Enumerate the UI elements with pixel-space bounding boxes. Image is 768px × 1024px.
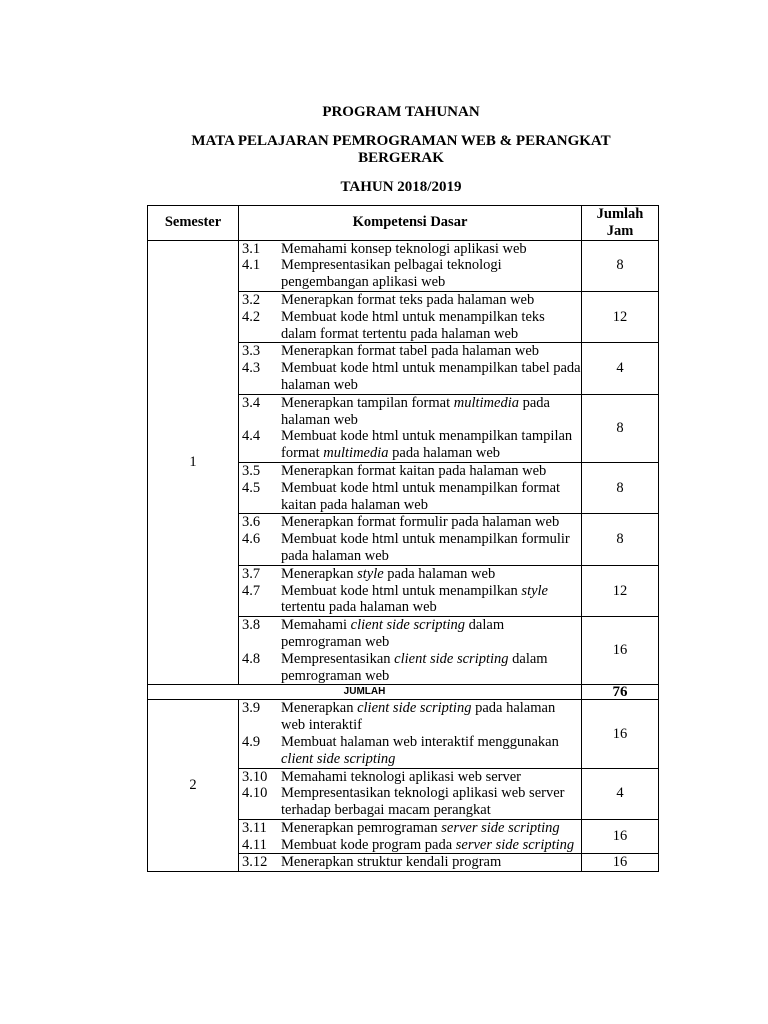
kd-item xyxy=(239,257,581,291)
kd-number: 3.6 xyxy=(242,514,261,531)
kd-cell xyxy=(239,514,582,565)
kd-text: Menerapkan pemrograman server side scripting xyxy=(281,819,560,836)
kd-cell xyxy=(239,394,582,462)
jam-cell: 4 xyxy=(582,768,659,819)
kd-item xyxy=(239,395,581,429)
kd-number: 4.10 xyxy=(242,785,268,802)
table-header-row xyxy=(148,206,659,241)
kd-item xyxy=(239,514,581,531)
kd-item xyxy=(239,617,581,651)
kd-number: 3.1 xyxy=(242,240,261,257)
table-row xyxy=(148,700,659,768)
kd-number: 4.5 xyxy=(242,479,261,496)
kd-item xyxy=(239,531,581,565)
header-kompetensi-dasar: Kompetensi Dasar xyxy=(239,206,582,241)
kd-cell xyxy=(239,768,582,819)
kd-item xyxy=(239,241,581,258)
kd-cell xyxy=(239,291,582,342)
kd-item xyxy=(239,428,581,462)
kd-text: Menerapkan format tabel pada halaman web xyxy=(281,343,540,360)
kd-item xyxy=(239,651,581,685)
jam-cell: 12 xyxy=(582,565,659,616)
subtitle-line-1: MATA PELAJARAN PEMROGRAMAN WEB & PERANGKAT xyxy=(191,133,611,149)
program-table xyxy=(147,205,659,872)
kd-item xyxy=(239,785,581,819)
kd-text: Membuat kode html untuk menampilkan teks dalam format tertentu pada halaman web xyxy=(281,308,545,342)
jam-cell: 16 xyxy=(582,819,659,854)
kd-item xyxy=(239,820,581,837)
total-value: 76 xyxy=(582,685,659,700)
kd-item xyxy=(239,837,581,854)
jam-cell: 12 xyxy=(582,291,659,342)
kd-text: Mempresentasikan teknologi aplikasi web server terhadap berbagai macam perangkat xyxy=(281,785,565,819)
kd-number: 3.3 xyxy=(242,343,261,360)
kd-text: Menerapkan tampilan format multimedia pada halaman web xyxy=(281,394,550,428)
kd-number: 3.11 xyxy=(242,819,267,836)
kd-number: 3.12 xyxy=(242,854,268,871)
kd-cell xyxy=(239,565,582,616)
kd-text: Menerapkan format teks pada halaman web xyxy=(281,291,535,308)
jam-cell: 8 xyxy=(582,394,659,462)
kd-text: Membuat kode html untuk menampilkan format kaitan pada halaman web xyxy=(281,479,561,513)
kd-number: 4.7 xyxy=(242,582,261,599)
kd-number: 4.4 xyxy=(242,428,261,445)
kd-number: 4.9 xyxy=(242,733,261,750)
kd-item xyxy=(239,463,581,480)
kd-number: 3.9 xyxy=(242,700,261,717)
jam-cell: 8 xyxy=(582,514,659,565)
kd-cell xyxy=(239,854,582,872)
kd-text: Memahami teknologi aplikasi web server xyxy=(281,768,521,785)
kd-item xyxy=(239,360,581,394)
kd-item xyxy=(239,700,581,734)
kd-text: Mempresentasikan pelbagai teknologi pengembangan aplikasi web xyxy=(281,257,502,291)
document-title: PROGRAM TAHUNAN xyxy=(322,104,480,120)
kd-number: 3.4 xyxy=(242,394,261,411)
kd-number: 3.8 xyxy=(242,617,261,634)
kd-text: Membuat kode html untuk menampilkan style tertentu pada halaman web xyxy=(281,582,548,616)
table-row xyxy=(148,240,659,291)
kd-cell xyxy=(239,462,582,513)
kd-cell xyxy=(239,617,582,685)
kd-text: Membuat kode html untuk menampilkan tabel pada halaman web xyxy=(281,360,581,393)
kd-number: 3.2 xyxy=(242,291,261,308)
kd-item xyxy=(239,769,581,786)
jam-cell: 16 xyxy=(582,700,659,768)
jam-cell: 8 xyxy=(582,462,659,513)
kd-number: 4.2 xyxy=(242,308,261,325)
kd-number: 3.7 xyxy=(242,565,261,582)
kd-number: 4.6 xyxy=(242,531,261,548)
kd-item xyxy=(239,480,581,514)
kd-number: 4.3 xyxy=(242,360,261,377)
kd-item xyxy=(239,309,581,343)
kd-number: 3.5 xyxy=(242,462,261,479)
kd-cell xyxy=(239,700,582,768)
kd-item xyxy=(239,583,581,617)
document-year: TAHUN 2018/2019 xyxy=(340,179,462,195)
kd-text: Menerapkan struktur kendali program xyxy=(281,854,502,871)
kd-number: 4.1 xyxy=(242,257,261,274)
document-subtitle xyxy=(150,133,652,167)
kd-text: Membuat kode html untuk menampilkan tampilan format multimedia pada halaman web xyxy=(281,428,573,462)
kd-item xyxy=(239,566,581,583)
header-semester: Semester xyxy=(148,206,239,241)
kd-text: Menerapkan client side scripting pada halaman web interaktif xyxy=(281,700,556,734)
total-label: JUMLAH xyxy=(148,685,582,700)
kd-number: 4.11 xyxy=(242,836,267,853)
kd-text: Memahami client side scripting dalam pemrograman web xyxy=(281,617,505,650)
semester-cell: 2 xyxy=(148,700,239,872)
kd-item xyxy=(239,343,581,360)
subtitle-line-2: BERGERAK xyxy=(358,150,444,166)
kd-item xyxy=(239,292,581,309)
kd-text: Membuat kode program pada server side scripting xyxy=(281,836,575,853)
kd-text: Memahami konsep teknologi aplikasi web xyxy=(281,240,527,257)
total-row xyxy=(148,685,659,700)
kd-number: 4.8 xyxy=(242,650,261,667)
kd-text: Membuat halaman web interaktif menggunakan client side scripting xyxy=(281,733,559,767)
kd-text: Menerapkan format kaitan pada halaman web xyxy=(281,462,547,479)
header-jumlah-jam xyxy=(582,206,659,241)
kd-item xyxy=(239,854,581,871)
jam-cell: 8 xyxy=(582,240,659,291)
kd-item xyxy=(239,734,581,768)
kd-text: Mempresentasikan client side scripting dalam pemrograman web xyxy=(281,650,548,684)
semester-cell: 1 xyxy=(148,240,239,685)
header-jam-line-1: Jumlah xyxy=(596,206,644,222)
kd-cell xyxy=(239,819,582,854)
header-jam-line-2: Jam xyxy=(606,222,634,239)
jam-cell: 16 xyxy=(582,854,659,872)
kd-text: Membuat kode html untuk menampilkan formulir pada halaman web xyxy=(281,531,570,564)
kd-text: Menerapkan style pada halaman web xyxy=(281,565,496,582)
kd-cell xyxy=(239,240,582,291)
jam-cell: 4 xyxy=(582,343,659,394)
kd-text: Menerapkan format formulir pada halaman web xyxy=(281,514,560,531)
kd-number: 3.10 xyxy=(242,768,268,785)
kd-cell xyxy=(239,343,582,394)
jam-cell: 16 xyxy=(582,617,659,685)
